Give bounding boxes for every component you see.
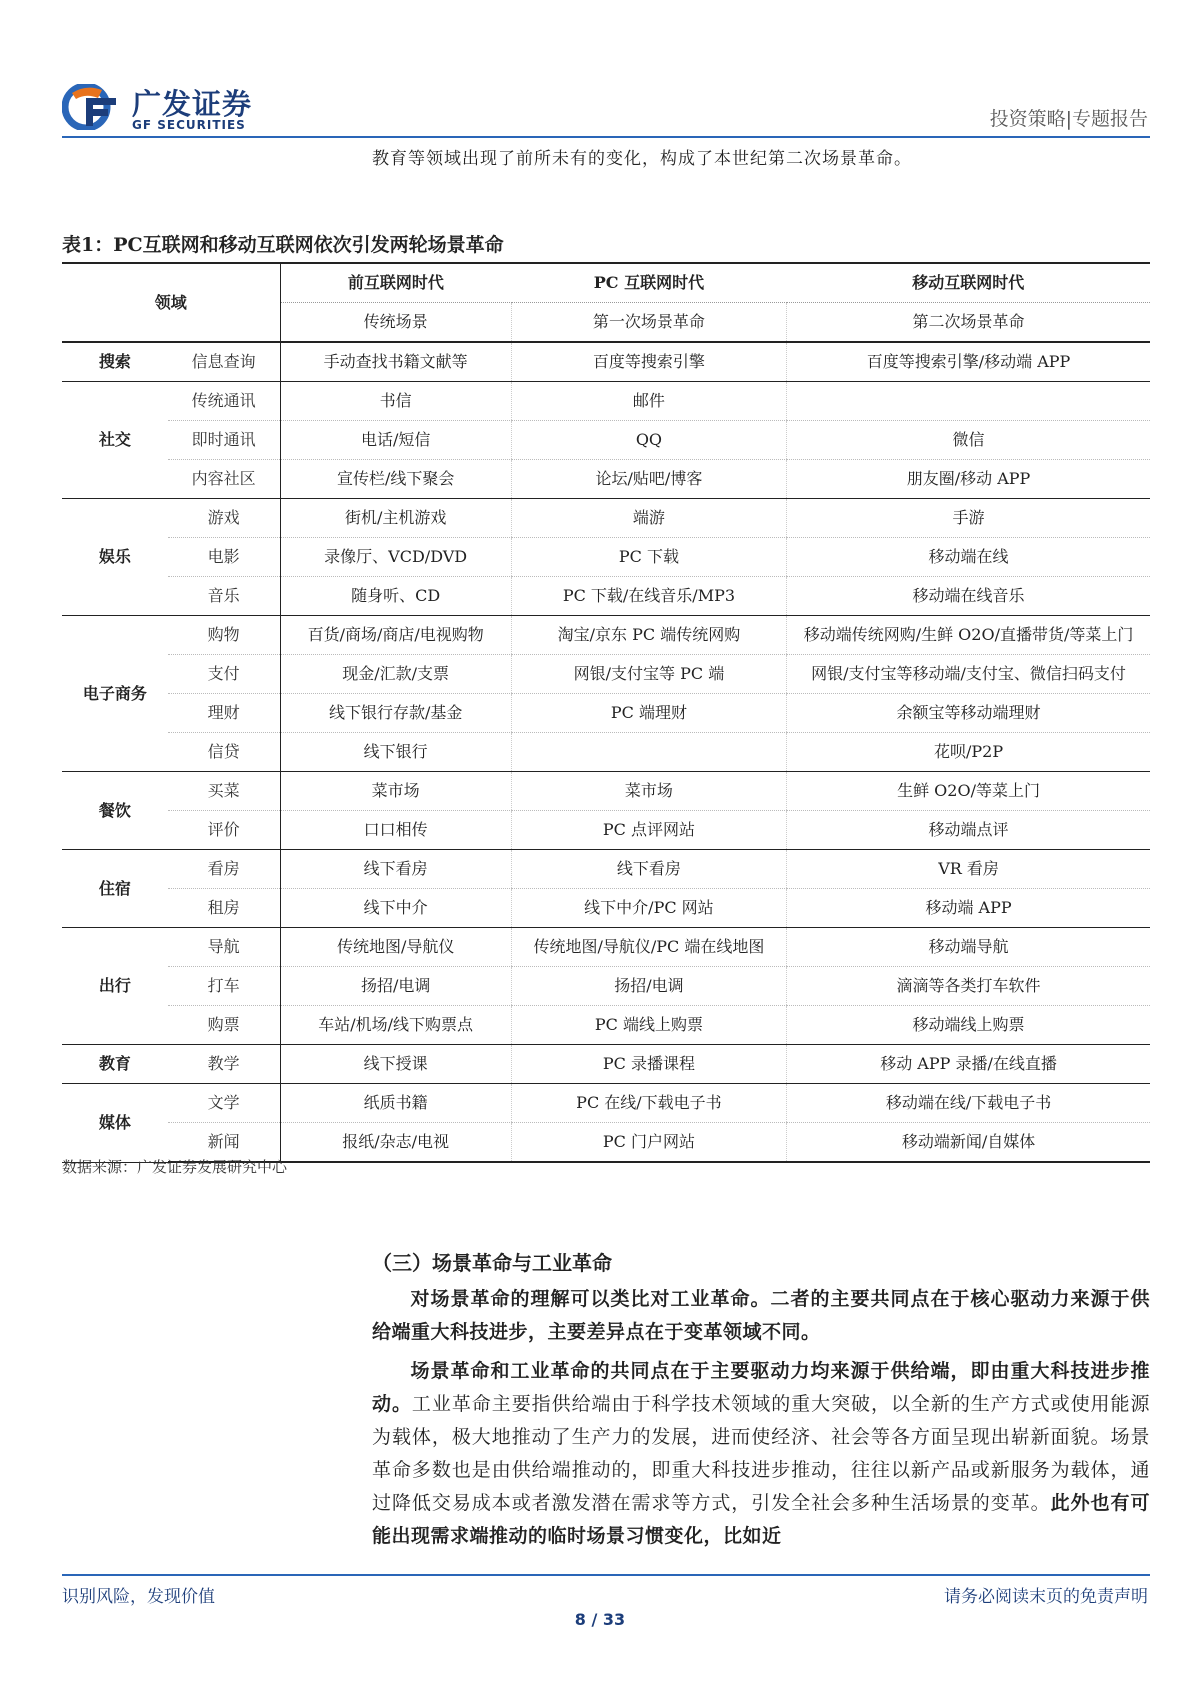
pc-internet-cell: PC 录播课程 xyxy=(511,1045,786,1084)
subdomain-cell: 新闻 xyxy=(168,1123,280,1163)
table-body xyxy=(62,342,1150,1162)
pre-internet-cell: 随身听、CD xyxy=(280,577,511,616)
pc-internet-cell: 菜市场 xyxy=(511,772,786,811)
logo-chinese-name: 广发证券 xyxy=(132,87,253,121)
pc-internet-cell: 淘宝/京东 PC 端传统网购 xyxy=(511,616,786,655)
pre-internet-cell: 报纸/杂志/电视 xyxy=(280,1123,511,1163)
mobile-internet-cell: 移动端在线/下载电子书 xyxy=(787,1084,1150,1123)
mobile-internet-cell: 移动 APP 录播/在线直播 xyxy=(787,1045,1150,1084)
table-row xyxy=(62,616,1150,655)
table-title: 表1：PC互联网和移动互联网依次引发两轮场景革命 xyxy=(62,234,504,256)
pc-internet-cell: PC 门户网站 xyxy=(511,1123,786,1163)
mobile-internet-cell: 余额宝等移动端理财 xyxy=(787,694,1150,733)
table-row xyxy=(62,1006,1150,1045)
mobile-internet-cell: 网银/支付宝等移动端/支付宝、微信扫码支付 xyxy=(787,655,1150,694)
category-cell: 出行 xyxy=(62,928,168,1045)
pre-internet-cell: 线下看房 xyxy=(280,850,511,889)
section-title: （三）场景革命与工业革命 xyxy=(372,1251,612,1275)
mobile-internet-cell: 移动端传统网购/生鲜 O2O/直播带货/等菜上门 xyxy=(787,616,1150,655)
paragraph-2-bold-tail: 此外也有可能出现需求端推动的临时场景习惯变化，比如近 xyxy=(372,1492,1150,1547)
table-row xyxy=(62,577,1150,616)
pre-internet-cell: 扬招/电调 xyxy=(280,967,511,1006)
category-cell: 餐饮 xyxy=(62,772,168,850)
footer-slogan: 识别风险，发现价值 xyxy=(62,1587,215,1607)
mobile-internet-cell: 移动端 APP xyxy=(787,889,1150,928)
pre-internet-cell: 书信 xyxy=(280,382,511,421)
subdomain-cell: 支付 xyxy=(168,655,280,694)
subdomain-cell: 音乐 xyxy=(168,577,280,616)
pc-internet-cell: 扬招/电调 xyxy=(511,967,786,1006)
paragraph-1 xyxy=(372,1283,1150,1349)
pc-internet-cell: 线下看房 xyxy=(511,850,786,889)
pc-internet-cell: 网银/支付宝等 PC 端 xyxy=(511,655,786,694)
subdomain-cell: 教学 xyxy=(168,1045,280,1084)
mobile-internet-cell: 移动端在线 xyxy=(787,538,1150,577)
category-cell: 住宿 xyxy=(62,850,168,928)
table-row xyxy=(62,772,1150,811)
gf-logo-icon xyxy=(62,84,124,130)
mobile-internet-cell: 百度等搜索引擎/移动端 APP xyxy=(787,342,1150,382)
mobile-internet-cell: 移动端在线音乐 xyxy=(787,577,1150,616)
category-cell: 教育 xyxy=(62,1045,168,1084)
pre-internet-cell: 百货/商场/商店/电视购物 xyxy=(280,616,511,655)
page-number: 8 / 33 xyxy=(574,1610,626,1629)
pre-internet-cell: 线下授课 xyxy=(280,1045,511,1084)
era-header: PC 互联网时代 xyxy=(511,263,786,303)
pc-internet-cell: PC 点评网站 xyxy=(511,811,786,850)
header-divider xyxy=(62,136,1150,138)
category-cell: 社交 xyxy=(62,382,168,499)
era-subheader: 传统场景 xyxy=(280,303,511,343)
pc-internet-cell: 线下中介/PC 网站 xyxy=(511,889,786,928)
subdomain-cell: 信贷 xyxy=(168,733,280,772)
pc-internet-cell: 邮件 xyxy=(511,382,786,421)
pre-internet-cell: 线下银行存款/基金 xyxy=(280,694,511,733)
subdomain-cell: 买菜 xyxy=(168,772,280,811)
table-row xyxy=(62,499,1150,538)
subdomain-cell: 购票 xyxy=(168,1006,280,1045)
pre-internet-cell: 街机/主机游戏 xyxy=(280,499,511,538)
mobile-internet-cell: 生鲜 O2O/等菜上门 xyxy=(787,772,1150,811)
mobile-internet-cell: VR 看房 xyxy=(787,850,1150,889)
page-header xyxy=(0,0,1200,145)
footer-divider xyxy=(62,1574,1150,1576)
subdomain-cell: 即时通讯 xyxy=(168,421,280,460)
subdomain-cell: 租房 xyxy=(168,889,280,928)
pc-internet-cell: PC 端理财 xyxy=(511,694,786,733)
pre-internet-cell: 现金/汇款/支票 xyxy=(280,655,511,694)
category-cell: 娱乐 xyxy=(62,499,168,616)
pc-internet-cell xyxy=(511,733,786,772)
pre-internet-cell: 菜市场 xyxy=(280,772,511,811)
era-subheader: 第二次场景革命 xyxy=(787,303,1150,343)
table-row xyxy=(62,928,1150,967)
pre-internet-cell: 纸质书籍 xyxy=(280,1084,511,1123)
pc-internet-cell: 论坛/贴吧/博客 xyxy=(511,460,786,499)
subdomain-cell: 购物 xyxy=(168,616,280,655)
pre-internet-cell: 口口相传 xyxy=(280,811,511,850)
subdomain-cell: 信息查询 xyxy=(168,342,280,382)
subdomain-cell: 理财 xyxy=(168,694,280,733)
era-subheader: 第一次场景革命 xyxy=(511,303,786,343)
intro-text: 教育等领域出现了前所未有的变化，构成了本世纪第二次场景革命。 xyxy=(372,149,912,169)
mobile-internet-cell: 移动端点评 xyxy=(787,811,1150,850)
pc-internet-cell: PC 下载/在线音乐/MP3 xyxy=(511,577,786,616)
category-cell: 搜索 xyxy=(62,342,168,382)
subdomain-cell: 评价 xyxy=(168,811,280,850)
pc-internet-cell: 百度等搜索引擎 xyxy=(511,342,786,382)
table-source: 数据来源：广发证券发展研究中心 xyxy=(62,1158,288,1176)
table-row xyxy=(62,538,1150,577)
subdomain-cell: 打车 xyxy=(168,967,280,1006)
mobile-internet-cell: 朋友圈/移动 APP xyxy=(787,460,1150,499)
subdomain-cell: 电影 xyxy=(168,538,280,577)
col-domain-header: 领域 xyxy=(62,263,280,342)
pre-internet-cell: 车站/机场/线下购票点 xyxy=(280,1006,511,1045)
paragraph-2-bold-lead: 场景革命和工业革命的共同点在于主要驱动力均来源于供给端，即由重大科技进步推动。 xyxy=(372,1360,1150,1415)
table-row xyxy=(62,850,1150,889)
subdomain-cell: 导航 xyxy=(168,928,280,967)
subdomain-cell: 文学 xyxy=(168,1084,280,1123)
mobile-internet-cell: 移动端新闻/自媒体 xyxy=(787,1123,1150,1163)
mobile-internet-cell: 滴滴等各类打车软件 xyxy=(787,967,1150,1006)
subdomain-cell: 看房 xyxy=(168,850,280,889)
table-row xyxy=(62,733,1150,772)
paragraph-1-bold: 对场景革命的理解可以类比对工业革命。二者的主要共同点在于核心驱动力来源于供给端重大科技进步，主要差异点在于变革领域不同。 xyxy=(372,1288,1150,1343)
pre-internet-cell: 电话/短信 xyxy=(280,421,511,460)
report-type: 投资策略|专题报告 xyxy=(989,108,1148,130)
pc-internet-cell: PC 下载 xyxy=(511,538,786,577)
mobile-internet-cell xyxy=(787,382,1150,421)
table-row xyxy=(62,811,1150,850)
pc-internet-cell: PC 在线/下载电子书 xyxy=(511,1084,786,1123)
pre-internet-cell: 线下中介 xyxy=(280,889,511,928)
pc-internet-cell: PC 端线上购票 xyxy=(511,1006,786,1045)
mobile-internet-cell: 手游 xyxy=(787,499,1150,538)
table-row xyxy=(62,889,1150,928)
era-header: 移动互联网时代 xyxy=(787,263,1150,303)
pc-internet-cell: 传统地图/导航仪/PC 端在线地图 xyxy=(511,928,786,967)
subdomain-cell: 内容社区 xyxy=(168,460,280,499)
pc-internet-cell: QQ xyxy=(511,421,786,460)
table-row xyxy=(62,382,1150,421)
paragraph-2 xyxy=(372,1355,1150,1553)
pc-internet-cell: 端游 xyxy=(511,499,786,538)
subdomain-cell: 游戏 xyxy=(168,499,280,538)
table-row xyxy=(62,342,1150,382)
logo-english-name: GF SECURITIES xyxy=(132,118,246,132)
category-cell: 电子商务 xyxy=(62,616,168,772)
table-row xyxy=(62,460,1150,499)
pre-internet-cell: 线下银行 xyxy=(280,733,511,772)
pre-internet-cell: 传统地图/导航仪 xyxy=(280,928,511,967)
mobile-internet-cell: 移动端导航 xyxy=(787,928,1150,967)
pre-internet-cell: 宣传栏/线下聚会 xyxy=(280,460,511,499)
scene-revolution-table xyxy=(62,262,1150,1163)
gf-logo xyxy=(62,84,253,134)
subdomain-cell: 传统通讯 xyxy=(168,382,280,421)
paragraph-2-text: 工业革命主要指供给端由于科学技术领域的重大突破，以全新的生产方式或使用能源为载体，极大地推动了生产力的发展，进而使经济、社会等各方面呈现出崭新面貌。场景革命多数也是由供给端推动的，即重大科技进步推动，往往以新产品或新服务为载体，通过降低交易成本或者激发潜在需求等方式，引发全社会多种生活场景的变革。 xyxy=(372,1393,1150,1514)
category-cell: 媒体 xyxy=(62,1084,168,1163)
footer-disclaimer: 请务必阅读末页的免责声明 xyxy=(944,1587,1148,1607)
table-row xyxy=(62,694,1150,733)
table-row xyxy=(62,967,1150,1006)
pre-internet-cell: 手动查找书籍文献等 xyxy=(280,342,511,382)
mobile-internet-cell: 微信 xyxy=(787,421,1150,460)
table-row xyxy=(62,1084,1150,1123)
table-row xyxy=(62,421,1150,460)
mobile-internet-cell: 移动端线上购票 xyxy=(787,1006,1150,1045)
table-row xyxy=(62,1045,1150,1084)
table-header-row xyxy=(62,263,1150,303)
pre-internet-cell: 录像厅、VCD/DVD xyxy=(280,538,511,577)
era-header: 前互联网时代 xyxy=(280,263,511,303)
mobile-internet-cell: 花呗/P2P xyxy=(787,733,1150,772)
table-row xyxy=(62,655,1150,694)
